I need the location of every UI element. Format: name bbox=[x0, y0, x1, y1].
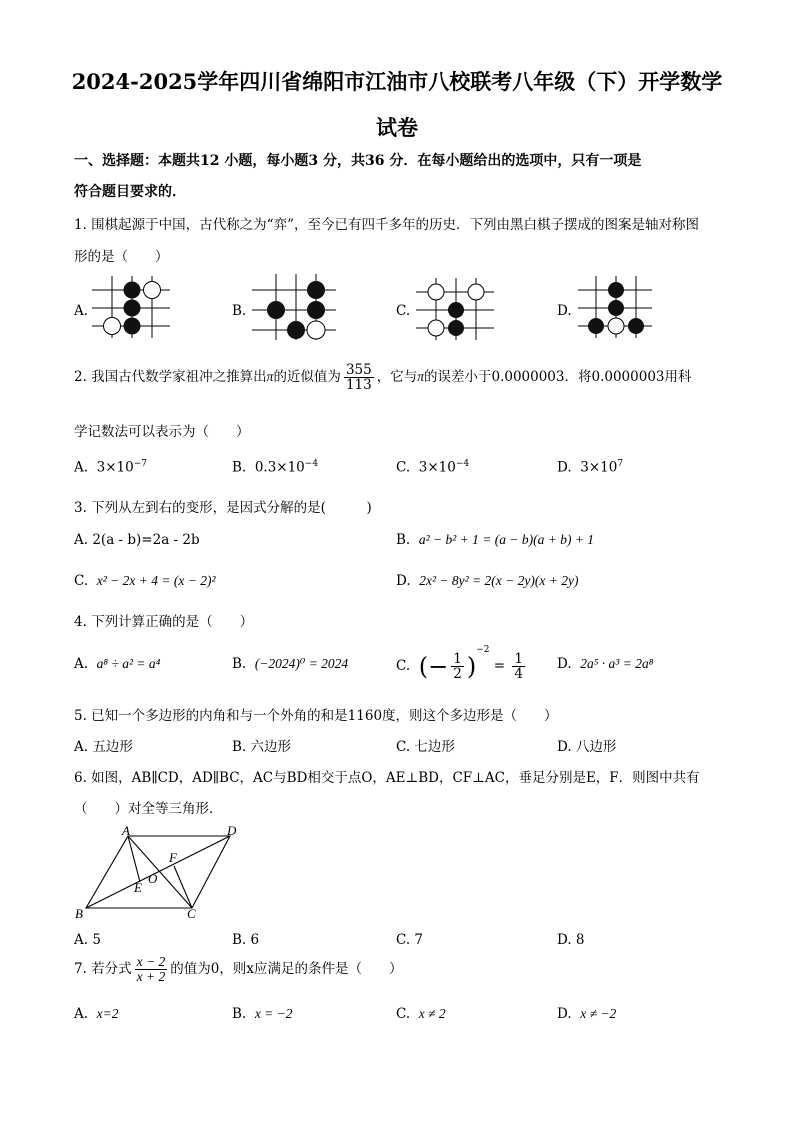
q2-fraction-numerator: 355 bbox=[345, 362, 372, 378]
q7-fraction-denominator: x + 2 bbox=[136, 969, 166, 985]
q7-option-d-expr: x ≠ −2 bbox=[580, 1006, 617, 1021]
q4-option-b bbox=[232, 656, 348, 672]
q7-option-c-expr: x ≠ 2 bbox=[418, 1006, 446, 1021]
q2-pi-symbol-2: π bbox=[417, 369, 424, 385]
q7-option-b bbox=[232, 1006, 293, 1022]
q4-option-c-eq: = bbox=[489, 658, 510, 674]
q1-go-pattern-b bbox=[252, 270, 338, 342]
doc-title-line1: 2024-2025学年四川省绵阳市江油市八校联考八年级（下）开学数学 bbox=[71, 69, 723, 94]
q1-stem-line2: 形的是（ ） bbox=[74, 249, 169, 265]
q4-stem: 4. 下列计算正确的是（ ） bbox=[74, 614, 254, 630]
q7-option-a-label: A. bbox=[74, 1006, 89, 1022]
q6-label-d: D bbox=[227, 824, 237, 838]
q4-option-c-lparen: (− bbox=[418, 652, 449, 681]
q3-option-c-label: C. bbox=[74, 573, 89, 589]
q2-option-d bbox=[557, 459, 623, 476]
q7-fraction-numerator: x − 2 bbox=[136, 954, 166, 969]
q2-stem-line2: 学记数法可以表示为（ ） bbox=[74, 424, 250, 440]
q2-option-a-exp: −7 bbox=[133, 459, 148, 469]
q3-option-d-label: D. bbox=[396, 573, 411, 589]
q6-label-b: B bbox=[75, 906, 83, 920]
q7-option-d-label: D. bbox=[557, 1006, 572, 1022]
q7-option-d bbox=[557, 1006, 616, 1022]
q6-option-b: B. 6 bbox=[232, 932, 260, 948]
q5-option-a: A. 五边形 bbox=[74, 739, 133, 755]
q4-option-c-num: 1 bbox=[453, 650, 462, 667]
q2-option-b bbox=[232, 459, 318, 476]
q2-fraction-denominator: 113 bbox=[345, 377, 372, 394]
q1-option-a-label: A. bbox=[74, 303, 89, 319]
q2-fraction bbox=[344, 363, 374, 392]
q4-option-d-label: D. bbox=[557, 656, 572, 672]
q7-option-c bbox=[396, 1006, 446, 1022]
section-heading-line1: 一、选择题：本题共12 小题，每小题3 分，共36 分．在每小题给出的选项中，只有一项是 bbox=[74, 153, 642, 169]
q6-label-c: C bbox=[187, 906, 196, 920]
q3-option-b bbox=[396, 532, 594, 548]
q6-option-c: C. 7 bbox=[396, 932, 424, 948]
q7-option-a bbox=[74, 1006, 119, 1022]
q3-option-c bbox=[74, 573, 216, 589]
q6-stem-line1: 6. 如图，AB∥CD，AD∥BC，AC与BD相交于点O，AE⊥BD，CF⊥AC，垂足分别是E，F．则图中共有 bbox=[74, 770, 700, 786]
q6-label-a: A bbox=[122, 824, 130, 838]
q3-option-a: A. 2(a - b)=2a - 2b bbox=[74, 532, 200, 548]
q2-option-c-base: 3×10 bbox=[418, 459, 456, 476]
q3-option-d-expr: 2x² − 8y² = 2(x − 2y)(x + 2y) bbox=[419, 573, 579, 588]
q2-pi-symbol: π bbox=[266, 369, 274, 385]
q5-option-c: C. 七边形 bbox=[396, 739, 455, 755]
q2-stem-mid3: 的误差小于0.0000003．将0.0000003用科 bbox=[423, 369, 692, 386]
q2-stem-line1 bbox=[74, 363, 692, 392]
q2-option-d-exp: 7 bbox=[617, 459, 624, 469]
q7-option-a-expr: x=2 bbox=[96, 1006, 119, 1021]
q1-option-c-label: C. bbox=[396, 303, 411, 319]
q6-parallelogram-figure bbox=[72, 824, 250, 920]
q2-option-a bbox=[74, 459, 147, 476]
q2-option-b-label: B. bbox=[232, 459, 247, 476]
q4-option-d-expr: 2a⁵ · a³ = 2a⁸ bbox=[580, 656, 654, 671]
q4-option-c-result bbox=[512, 652, 525, 681]
q1-stem-line1: 1. 围棋起源于中国，古代称之为“弈”，至今已有四千多年的历史．下列由黑白棋子摆成的图案是轴对称图 bbox=[74, 217, 699, 233]
q2-option-c-exp: −4 bbox=[455, 459, 470, 469]
q1-option-d-label: D. bbox=[557, 303, 572, 319]
q4-option-c-exp: −2 bbox=[476, 645, 490, 655]
q7-stem-prefix: 7. 若分式 bbox=[74, 961, 132, 978]
q2-option-c bbox=[396, 459, 469, 476]
q7-option-b-expr: x = −2 bbox=[254, 1006, 293, 1021]
q3-option-c-expr: x² − 2x + 4 = (x − 2)² bbox=[96, 573, 216, 588]
q5-stem: 5. 已知一个多边形的内角和与一个外角的和是1160度，则这个多边形是（ ） bbox=[74, 708, 558, 724]
q6-label-o: O bbox=[148, 871, 158, 886]
q2-option-b-exp: −4 bbox=[304, 459, 319, 469]
q1-go-pattern-d bbox=[578, 272, 654, 342]
q4-option-d bbox=[557, 656, 653, 672]
q3-option-b-expr: a² − b² + 1 = (a − b)(a + b) + 1 bbox=[418, 532, 595, 547]
q2-option-a-base: 3×10 bbox=[96, 459, 134, 476]
q7-fraction bbox=[135, 955, 168, 984]
q4-option-c-result-den: 4 bbox=[514, 666, 523, 682]
q6-label-e: E bbox=[134, 880, 142, 895]
q1-option-b-label: B. bbox=[232, 303, 247, 319]
q4-option-c bbox=[396, 645, 528, 681]
q4-option-a-label: A. bbox=[74, 656, 89, 672]
q4-option-c-rparen: ) bbox=[466, 652, 477, 681]
q4-option-c-label: C. bbox=[396, 658, 411, 674]
q4-option-a-expr: a⁸ ÷ a² = a⁴ bbox=[96, 656, 161, 671]
q6-label-f: F bbox=[169, 850, 177, 865]
q4-option-c-result-num: 1 bbox=[514, 650, 523, 667]
q1-go-pattern-c bbox=[416, 274, 496, 342]
q2-option-a-label: A. bbox=[74, 459, 89, 476]
q2-option-b-base: 0.3×10 bbox=[254, 459, 305, 476]
q2-stem-mid1: 的近似值为 bbox=[273, 369, 341, 386]
q2-option-c-label: C. bbox=[396, 459, 411, 476]
q2-option-d-base: 3×10 bbox=[580, 459, 618, 476]
q4-option-c-fraction bbox=[451, 652, 464, 681]
q3-stem: 3. 下列从左到右的变形，是因式分解的是( ) bbox=[74, 500, 372, 516]
q7-option-c-label: C. bbox=[396, 1006, 411, 1022]
q7-stem bbox=[74, 955, 402, 984]
q7-option-b-label: B. bbox=[232, 1006, 247, 1022]
q6-option-d: D. 8 bbox=[557, 932, 585, 948]
doc-title-line2: 试卷 bbox=[376, 115, 418, 140]
q3-option-b-label: B. bbox=[396, 532, 411, 548]
q4-option-a bbox=[74, 656, 160, 672]
q4-option-b-label: B. bbox=[232, 656, 247, 672]
q3-option-d bbox=[396, 573, 578, 589]
q5-option-d: D. 八边形 bbox=[557, 739, 617, 755]
q7-stem-suffix: 的值为0，则x应满足的条件是（ ） bbox=[170, 961, 403, 978]
q5-option-b: B. 六边形 bbox=[232, 739, 292, 755]
q1-go-pattern-a bbox=[92, 272, 172, 342]
q2-stem-mid2: ，它与 bbox=[376, 369, 418, 386]
q4-option-c-den: 2 bbox=[453, 666, 462, 682]
q4-option-b-expr: (−2024)⁰ = 2024 bbox=[254, 656, 349, 671]
q6-option-a: A. 5 bbox=[74, 932, 101, 948]
q2-option-d-label: D. bbox=[557, 459, 572, 476]
q2-stem-prefix: 2. 我国古代数学家祖冲之推算出 bbox=[74, 369, 267, 386]
section-heading-line2: 符合题目要求的． bbox=[74, 184, 186, 200]
q6-stem-line2: （ ）对全等三角形． bbox=[74, 801, 223, 817]
